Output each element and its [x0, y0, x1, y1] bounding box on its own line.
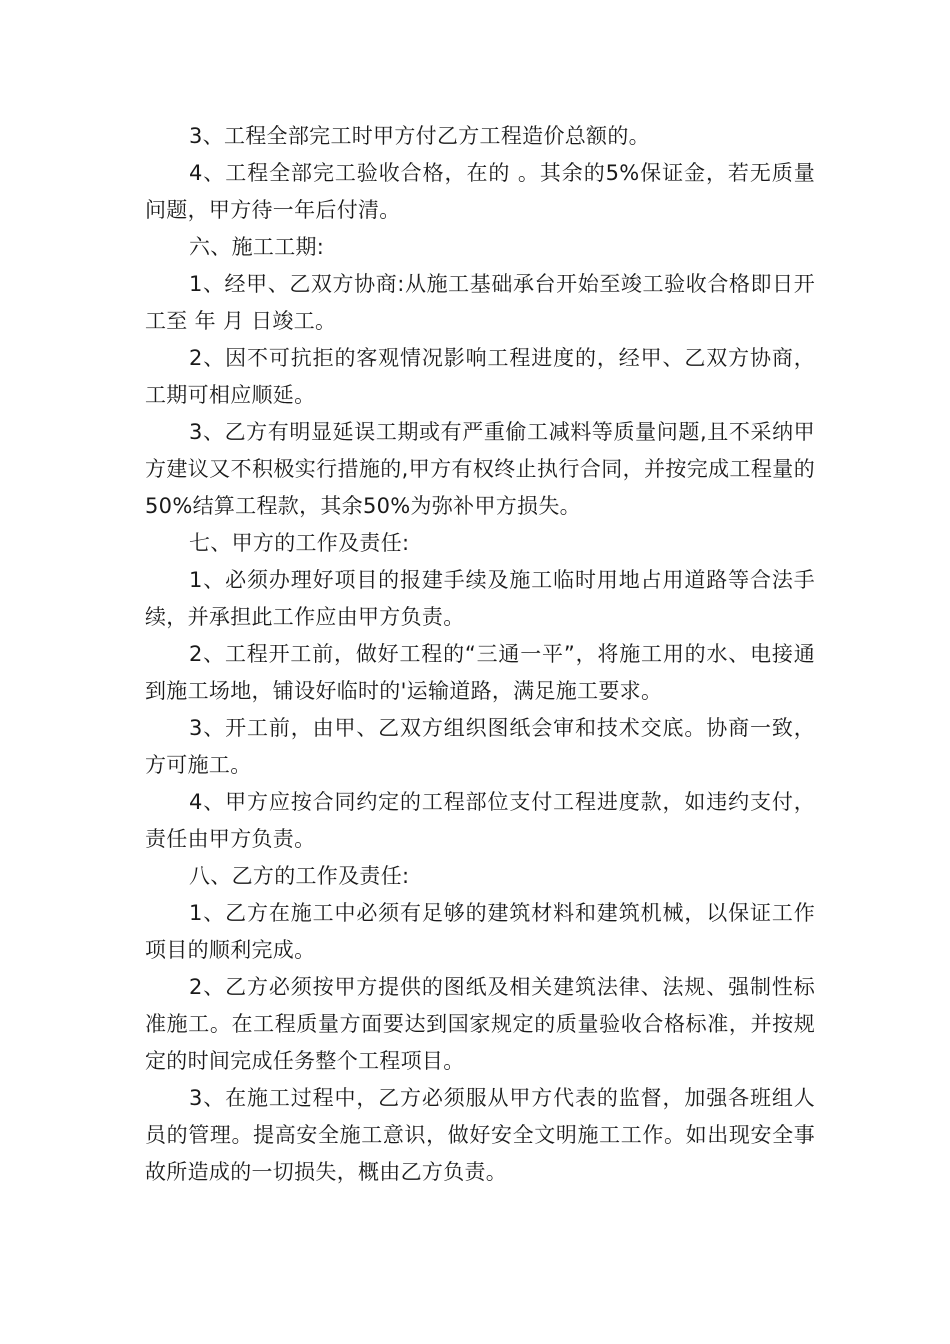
paragraph-party-b-1: 1、乙方在施工中必须有足够的建筑材料和建筑机械，以保证工作项目的顺利完成。 [145, 901, 815, 962]
paragraph-party-a-4: 4、甲方应按合同约定的工程部位支付工程进度款，如违约支付，责任由甲方负责。 [145, 790, 815, 851]
paragraph-party-b-2: 2、乙方必须按甲方提供的图纸及相关建筑法律、法规、强制性标准施工。在工程质量方面要达到国家规定的质量验收合格标准，并按规定的时间完成任务整个工程项目。 [145, 975, 815, 1073]
paragraph-schedule-1: 1、经甲、乙双方协商:从施工基础承台开始至竣工验收合格即日开工至 年 月 日竣工。 [145, 272, 815, 333]
paragraph-party-a-3: 3、开工前，由甲、乙双方组织图纸会审和技术交底。协商一致，方可施工。 [145, 716, 815, 777]
paragraph-schedule-3: 3、乙方有明显延误工期或有严重偷工减料等质量问题,且不采纳甲方建议又不积极实行措施的,甲方有权终止执行合同，并按完成工程量的50%结算工程款，其余50%为弥补甲方损失。 [145, 420, 815, 518]
paragraph-party-b-3: 3、在施工过程中，乙方必须服从甲方代表的监督，加强各班组人员的管理。提高安全施工意识，做好安全文明施工工作。如出现安全事故所造成的一切损失，概由乙方负责。 [145, 1086, 815, 1184]
section-heading-schedule: 六、施工工期: [189, 235, 325, 259]
paragraph-payment-3: 3、工程全部完工时甲方付乙方工程造价总额的。 [189, 124, 650, 148]
paragraph-party-a-2: 2、工程开工前，做好工程的“三通一平”，将施工用的水、电接通到施工场地，铺设好临时的'运输道路，满足施工要求。 [145, 642, 815, 703]
section-heading-party-a: 七、甲方的工作及责任: [189, 531, 410, 555]
section-heading-party-b: 八、乙方的工作及责任: [189, 864, 410, 888]
paragraph-schedule-2: 2、因不可抗拒的客观情况影响工程进度的，经甲、乙双方协商，工期可相应顺延。 [145, 346, 815, 407]
paragraph-payment-4: 4、工程全部完工验收合格，在的 。其余的5%保证金，若无质量问题，甲方待一年后付清。 [145, 161, 815, 222]
document-body [145, 118, 815, 1191]
paragraph-party-a-1: 1、必须办理好项目的报建手续及施工临时用地占用道路等合法手续，并承担此工作应由甲方负责。 [145, 568, 815, 629]
